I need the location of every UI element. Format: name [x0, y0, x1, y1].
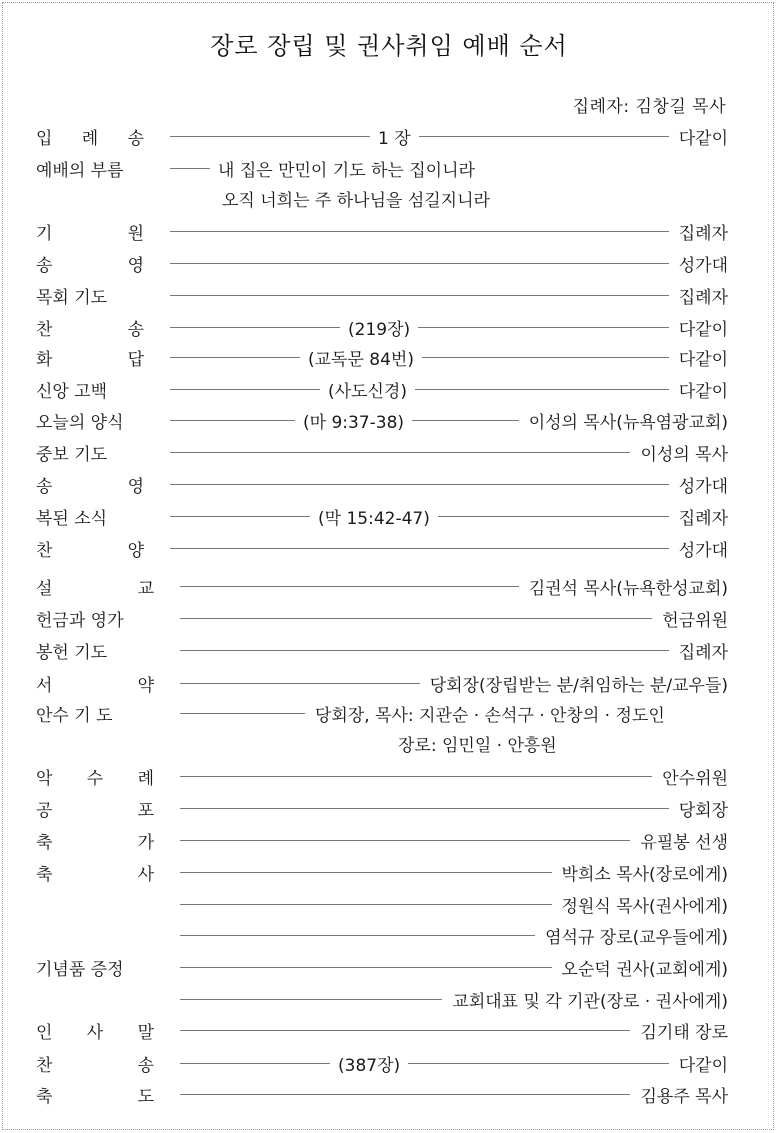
service-row — [36, 154, 728, 182]
item-label: 축 사 — [36, 864, 154, 885]
service-row — [36, 636, 728, 664]
leader-line — [170, 516, 310, 517]
leader-line — [170, 231, 669, 232]
leader-line — [170, 168, 210, 169]
leader-line — [180, 650, 669, 651]
item-label: 축 도 — [36, 1086, 154, 1107]
leader-line — [408, 1063, 669, 1064]
service-row — [36, 890, 728, 918]
leader-line — [170, 136, 370, 137]
service-row — [36, 313, 728, 341]
item-label: 신앙 고백 — [36, 381, 108, 402]
leader-line — [438, 516, 669, 517]
service-row — [36, 794, 728, 822]
item-label: 목회 기도 — [36, 287, 108, 308]
item-label: 예배의 부름 — [36, 160, 124, 181]
item-person: 정원식 목사(권사에게) — [561, 896, 728, 917]
leader-line — [180, 967, 552, 968]
item-person: 집례자 — [678, 223, 728, 244]
item-continuation: 오직 너희는 주 하나님을 섬길지니라 — [222, 191, 490, 211]
item-person: 집례자 — [678, 642, 728, 663]
leader-line — [180, 840, 630, 841]
leader-line — [170, 452, 630, 453]
item-label: 중보 기도 — [36, 444, 108, 465]
item-person: 김기태 장로 — [640, 1022, 728, 1043]
leader-line — [170, 420, 295, 421]
leader-line — [180, 683, 420, 684]
item-person: 김용주 목사 — [640, 1086, 728, 1107]
item-person: 박희소 목사(장로에게) — [561, 864, 728, 885]
item-person: 다같이 — [678, 319, 728, 340]
leader-line — [170, 484, 669, 485]
item-person: 이성의 목사 — [640, 444, 728, 465]
service-row — [36, 669, 728, 697]
leader-line — [170, 295, 669, 296]
item-label: 설 교 — [36, 578, 154, 599]
leader-line — [180, 586, 519, 587]
service-row — [36, 502, 728, 530]
leader-line — [170, 327, 340, 328]
leader-line — [419, 136, 669, 137]
leader-line — [422, 357, 669, 358]
item-label: 화 답 — [36, 349, 144, 370]
leader-line — [170, 357, 300, 358]
item-label: 헌금과 영가 — [36, 610, 124, 631]
service-row — [36, 438, 728, 466]
item-person: 교회대표 및 각 기관(장로 · 권사에게) — [452, 991, 728, 1012]
item-label: 복된 소식 — [36, 508, 108, 529]
item-label: 입 례 송 — [36, 128, 144, 149]
leader-line — [412, 420, 519, 421]
item-label: 송 영 — [36, 476, 144, 497]
leader-line — [180, 935, 535, 936]
item-label: 기념품 증정 — [36, 959, 124, 980]
item-person: 오순덕 권사(교회에게) — [561, 959, 728, 980]
item-label: 인 사 말 — [36, 1022, 154, 1043]
item-person: 당회장(장립받는 분/취임하는 분/교우들) — [429, 675, 728, 696]
item-detail: 내 집은 만민이 기도 하는 집이니라 — [218, 160, 475, 181]
item-label: 봉헌 기도 — [36, 642, 108, 663]
service-row — [36, 1016, 728, 1044]
item-detail: (219장) — [348, 319, 411, 340]
service-row — [36, 406, 728, 434]
presider-line: 집례자: 김창길 목사 — [572, 97, 726, 117]
item-continuation: 장로: 임민일 · 안흥원 — [398, 736, 557, 756]
item-person: 다같이 — [678, 349, 728, 370]
service-row — [36, 762, 728, 790]
item-label: 찬 송 — [36, 1055, 154, 1076]
item-detail: (교독문 84번) — [308, 349, 414, 370]
service-row — [36, 604, 728, 632]
item-person: 당회장 — [678, 800, 728, 821]
item-person: 이성의 목사(뉴욕염광교회) — [528, 412, 728, 433]
item-person: 성가대 — [678, 540, 728, 561]
service-row — [36, 699, 728, 727]
service-row — [36, 375, 728, 403]
item-label: 송 영 — [36, 255, 144, 276]
item-label: 오늘의 양식 — [36, 412, 124, 433]
leader-line — [180, 808, 669, 809]
item-person: 성가대 — [678, 255, 728, 276]
service-row — [36, 921, 728, 949]
item-label: 서 약 — [36, 675, 154, 696]
service-row — [36, 1049, 728, 1077]
item-detail: (387장) — [338, 1055, 401, 1076]
item-person: 김권석 목사(뉴욕한성교회) — [528, 578, 728, 599]
item-person: 성가대 — [678, 476, 728, 497]
item-detail: (마 9:37-38) — [303, 412, 405, 433]
service-row — [36, 858, 728, 886]
item-label: 찬 양 — [36, 540, 144, 561]
leader-line — [180, 776, 652, 777]
item-person: 다같이 — [678, 1055, 728, 1076]
leader-line — [418, 327, 669, 328]
leader-line — [180, 904, 552, 905]
item-label: 기 원 — [36, 223, 144, 244]
service-row — [36, 985, 728, 1013]
leader-line — [180, 1063, 330, 1064]
item-label: 찬 송 — [36, 319, 144, 340]
page-title: 장로 장립 및 권사취임 예배 순서 — [210, 32, 568, 60]
item-person: 다같이 — [678, 128, 728, 149]
item-person: 집례자 — [678, 287, 728, 308]
service-row — [36, 572, 728, 600]
leader-line — [180, 1094, 630, 1095]
item-detail: (막 15:42-47) — [318, 508, 430, 529]
leader-line — [170, 389, 320, 390]
item-detail: 1 장 — [378, 128, 411, 149]
service-row — [36, 470, 728, 498]
service-row — [36, 826, 728, 854]
item-person: 유필봉 선생 — [640, 832, 728, 853]
item-person: 헌금위원 — [662, 610, 728, 631]
leader-line — [180, 872, 552, 873]
service-row — [36, 249, 728, 277]
service-row — [36, 343, 728, 371]
item-label: 공 포 — [36, 800, 154, 821]
leader-line — [180, 618, 652, 619]
item-person: 염석규 장로(교우들에게) — [545, 927, 728, 948]
leader-line — [415, 389, 669, 390]
service-row — [36, 122, 728, 150]
leader-line — [180, 713, 305, 714]
service-row — [36, 281, 728, 309]
item-person: 다같이 — [678, 381, 728, 402]
leader-line — [170, 548, 669, 549]
item-person: 안수위원 — [662, 768, 728, 789]
item-label: 악 수 례 — [36, 768, 154, 789]
service-row — [36, 1080, 728, 1108]
item-label: 축 가 — [36, 832, 154, 853]
leader-line — [180, 1030, 630, 1031]
service-row — [36, 534, 728, 562]
leader-line — [170, 263, 669, 264]
item-person: 당회장, 목사: 지관순 · 손석구 · 안창의 · 정도인 — [315, 705, 665, 726]
service-row — [36, 953, 728, 981]
item-label: 안수 기 도 — [36, 705, 113, 726]
service-row — [36, 217, 728, 245]
item-detail: (사도신경) — [328, 381, 407, 402]
item-person: 집례자 — [678, 508, 728, 529]
leader-line — [180, 999, 442, 1000]
